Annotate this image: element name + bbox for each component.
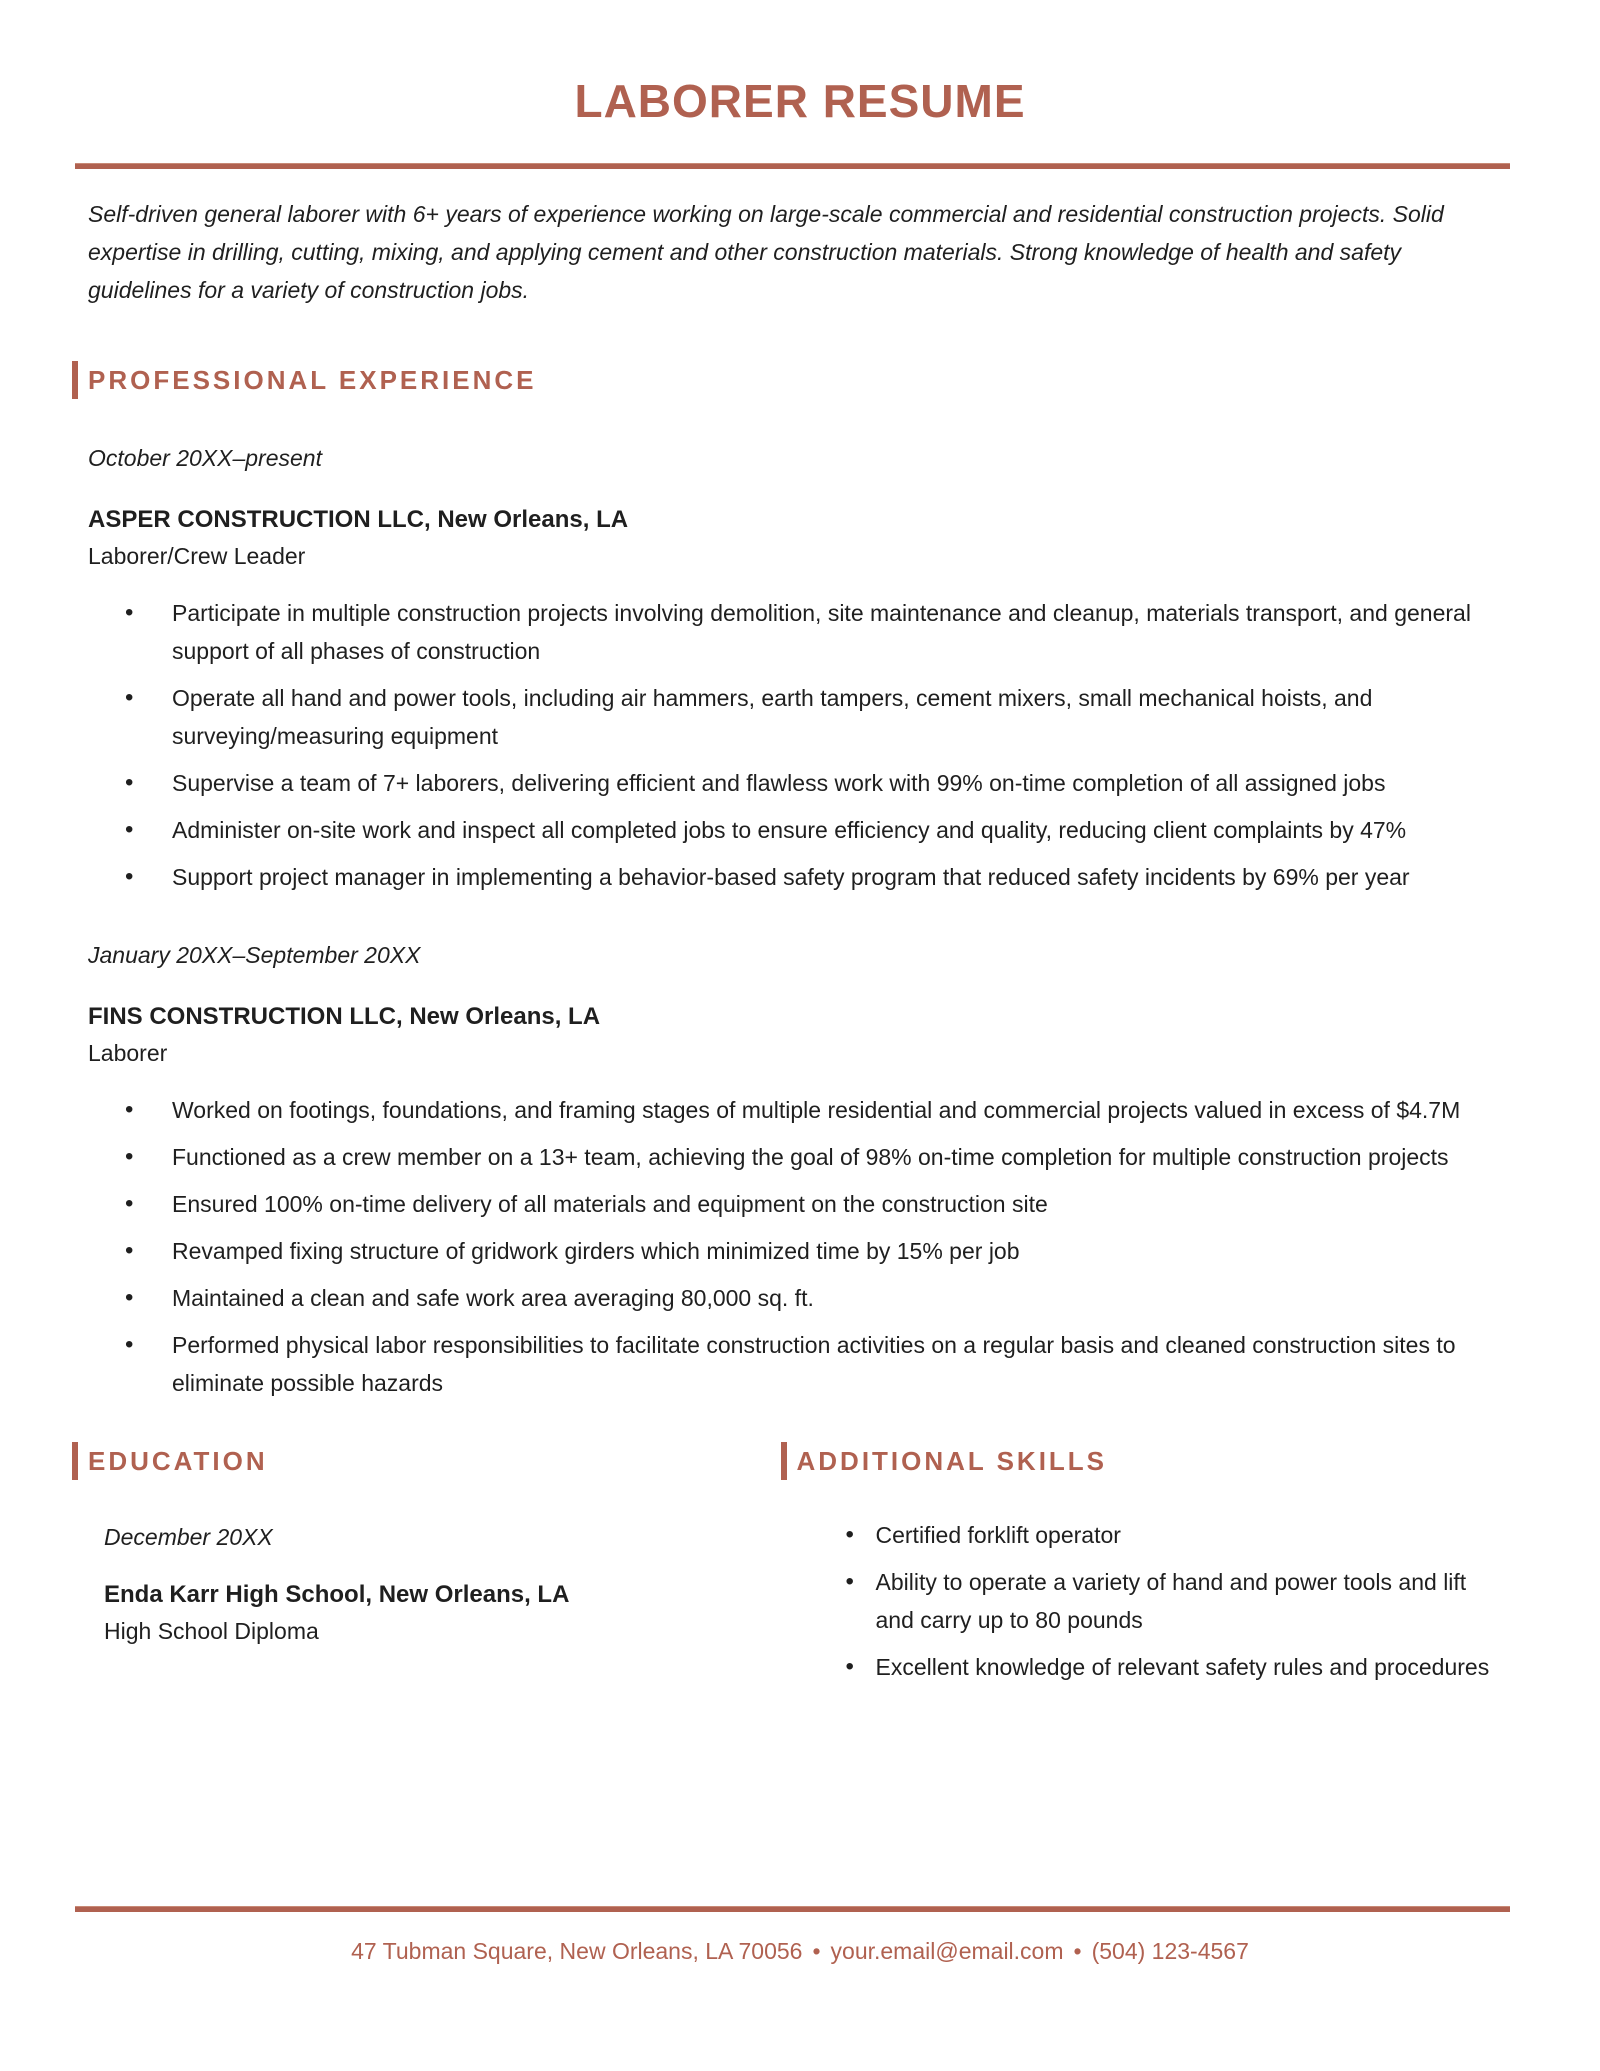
job-bullet: • Operate all hand and power tools, including air hammers, earth tampers, cement mixers, small mechanical hoists, and surveying/measuring equipment (88, 679, 1505, 755)
job-role: Laborer/Crew Leader (88, 542, 306, 569)
education-school: Enda Karr High School, New Orleans, LA (104, 1580, 570, 1608)
job-company: FINS CONSTRUCTION LLC, New Orleans, LA (88, 1002, 601, 1030)
job-bullet: • Participate in multiple construction projects involving demolition, site maintenance and cleanup, materials transport, and general support of all phases of construction (88, 594, 1505, 670)
section-heading-skills: ADDITIONAL SKILLS (781, 1442, 1506, 1480)
job-bullet: • Ensured 100% on-time delivery of all materials and equipment on the construction site (88, 1185, 1505, 1223)
section-heading-experience: PROFESSIONAL EXPERIENCE (72, 361, 1505, 399)
job-bullet: • Administer on-site work and inspect all completed jobs to ensure efficiency and quality, reducing client complaints by 47% (88, 811, 1505, 849)
education-column (88, 1442, 797, 1695)
footer-contact-line (0, 1938, 1600, 1965)
job-dates: October 20XX–present (88, 444, 322, 471)
job-role: Laborer (88, 1039, 168, 1066)
bottom-columns (88, 1442, 1505, 1695)
footer-email: your.email@email.com (830, 1938, 1064, 1964)
header-divider (75, 163, 1510, 169)
footer-address: 47 Tubman Square, New Orleans, LA 70056 (351, 1938, 803, 1964)
job-bullet: • Maintained a clean and safe work area averaging 80,000 sq. ft. (88, 1279, 1505, 1317)
skill-bullet: • Ability to operate a variety of hand and power tools and lift and carry up to 80 pounds (797, 1563, 1506, 1639)
footer-separator: • (812, 1938, 821, 1964)
job-bullet-list (88, 1091, 1505, 1402)
job-bullet-list (88, 594, 1505, 896)
footer-phone: (504) 123-4567 (1091, 1938, 1249, 1964)
footer-separator: • (1073, 1938, 1082, 1964)
education-date: December 20XX (104, 1523, 273, 1550)
skill-bullet: • Excellent knowledge of relevant safety rules and procedures (797, 1648, 1506, 1686)
skills-column (797, 1442, 1506, 1695)
job-bullet: • Revamped fixing structure of gridwork girders which minimized time by 15% per job (88, 1232, 1505, 1270)
section-heading-education: EDUCATION (72, 1442, 797, 1480)
footer-divider (75, 1906, 1510, 1912)
job-entry (88, 942, 1505, 1402)
skill-bullet: • Certified forklift operator (797, 1516, 1506, 1554)
job-bullet: • Support project manager in implementing a behavior-based safety program that reduced safety incidents by 69% per year (88, 858, 1505, 896)
summary-paragraph: Self-driven general laborer with 6+ years of experience working on large-scale commercial and residential construction projects. Solid expertise in drilling, cutting, mixing, and applying cement and other construction materials. Strong knowledge of health and safety guidelines for a variety of construction jobs. (88, 200, 1444, 303)
job-dates: January 20XX–September 20XX (88, 941, 421, 968)
job-company: ASPER CONSTRUCTION LLC, New Orleans, LA (88, 505, 629, 533)
job-entry (88, 445, 1505, 896)
job-bullet: • Worked on footings, foundations, and framing stages of multiple residential and commercial projects valued in excess of $4.7M (88, 1091, 1505, 1129)
page-title: LABORER RESUME (574, 75, 1026, 127)
education-degree: High School Diploma (104, 1617, 319, 1644)
job-bullet: • Performed physical labor responsibilities to facilitate construction activities on a regular basis and cleaned construction sites to eliminate possible hazards (88, 1326, 1505, 1402)
job-bullet: • Functioned as a crew member on a 13+ team, achieving the goal of 98% on-time completion for multiple construction projects (88, 1138, 1505, 1176)
job-bullet: • Supervise a team of 7+ laborers, delivering efficient and flawless work with 99% on-time completion of all assigned jobs (88, 764, 1505, 802)
skills-bullet-list (797, 1516, 1506, 1686)
